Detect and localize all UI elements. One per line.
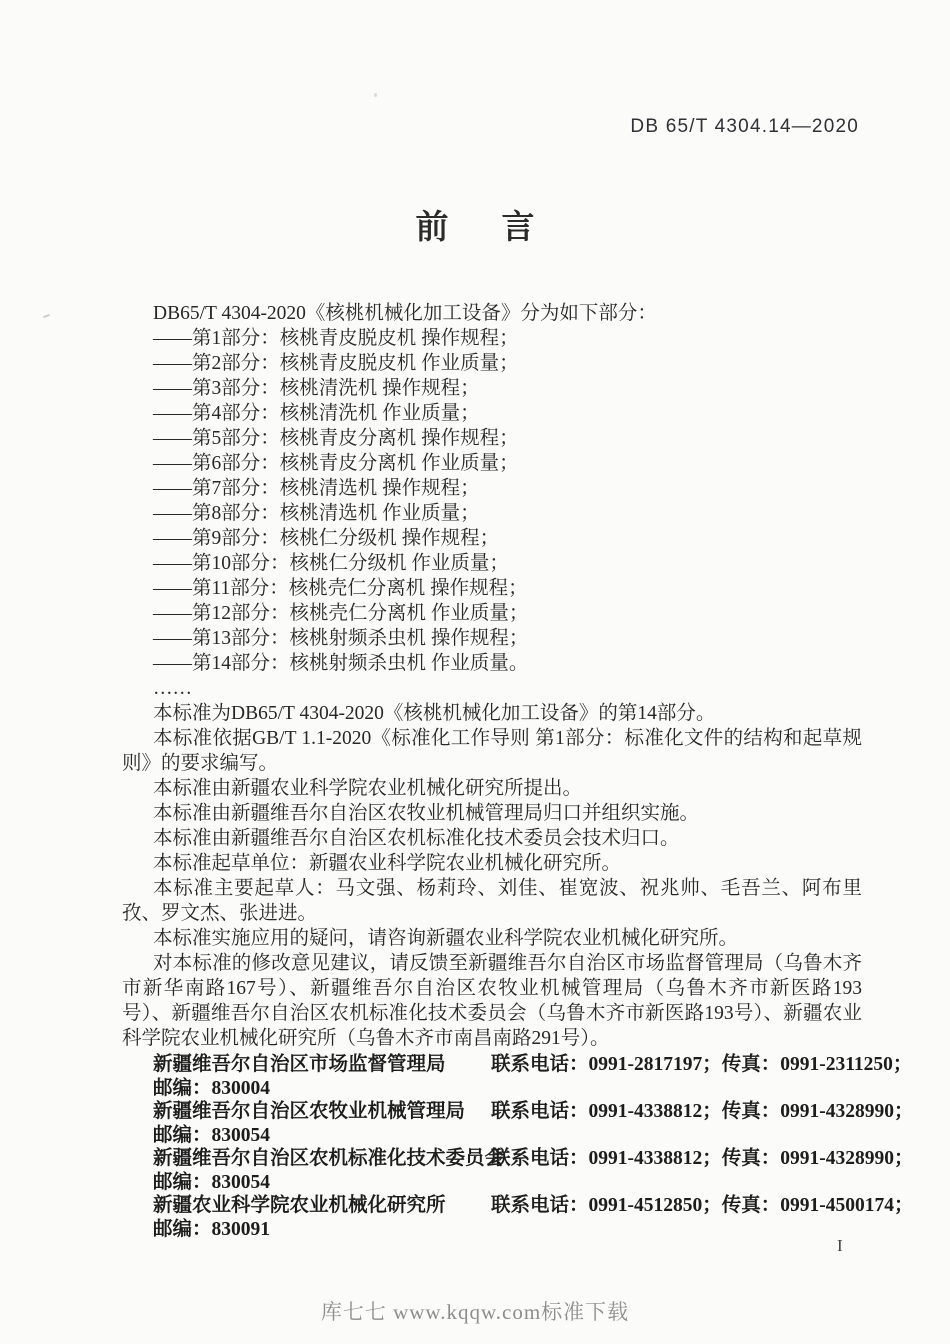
- paragraph-drafting-unit: 本标准起草单位：新疆农业科学院农业机械化研究所。: [153, 853, 622, 874]
- contact-org: 新疆维吾尔自治区农机标准化技术委员会: [153, 1148, 505, 1169]
- contact-row: [122, 1194, 914, 1218]
- paragraph-basis: 本标准依据GB/T 1.1-2020《标准化工作导则 第1部分：标准化文件的结构和起草规则》的要求编写。: [122, 728, 862, 774]
- contact-org: 新疆维吾尔自治区农牧业机械管理局: [153, 1101, 466, 1122]
- paragraph-centralized-by: 本标准由新疆维吾尔自治区农牧业机械管理局归口并组织实施。: [153, 803, 700, 824]
- paragraph-proposed-by: 本标准由新疆农业科学院农业机械化研究所提出。: [153, 778, 583, 799]
- standard-number-header: DB 65/T 4304.14—2020: [630, 116, 859, 137]
- part-item-12: ——第12部分：核桃壳仁分离机 作业质量；: [153, 603, 529, 624]
- contact-postal: 邮编：830054: [153, 1171, 271, 1193]
- scan-speck: [374, 93, 377, 97]
- part-item-14: ——第14部分：核桃射频杀虫机 作业质量。: [153, 653, 529, 674]
- scan-speck: [43, 314, 50, 318]
- paragraph-feedback: 对本标准的修改意见建议，请反馈至新疆维吾尔自治区市场监督管理局（乌鲁木齐市新华南路167号）、新疆维吾尔自治区农牧业机械管理局（乌鲁木齐市新医路193号）、新疆维吾尔自治区农机标准化技术委员会（乌鲁木齐市新医路193号）、新疆农业科学院农业机械化研究所（乌鲁木齐市南昌南路291号）。: [122, 953, 862, 1049]
- part-item-13: ——第13部分：核桃射频杀虫机 操作规程；: [153, 628, 529, 649]
- part-item-5: ——第5部分：核桃青皮分离机 操作规程；: [153, 428, 519, 449]
- contact-postal: 邮编：830091: [153, 1218, 271, 1240]
- contact-postal: 邮编：830004: [153, 1077, 271, 1099]
- page-title: 前 言: [415, 210, 545, 246]
- part-item-8: ——第8部分：核桃清选机 作业质量；: [153, 503, 480, 524]
- part-item-3: ——第3部分：核桃清洗机 操作规程；: [153, 378, 480, 399]
- part-item-1: ——第1部分：核桃青皮脱皮机 操作规程；: [153, 328, 519, 349]
- part-item-2: ——第2部分：核桃青皮脱皮机 作业质量；: [153, 353, 519, 374]
- part-item-9: ——第9部分：核桃仁分级机 操作规程；: [153, 528, 500, 549]
- contact-phone: 联系电话：0991-2817197；传真：0991-2311250；: [491, 1054, 913, 1075]
- contact-row: [122, 1147, 914, 1171]
- foreword-content: [122, 301, 914, 1241]
- part-item-10: ——第10部分：核桃仁分级机 作业质量；: [153, 553, 509, 574]
- paragraph-technical-centralized: 本标准由新疆维吾尔自治区农机标准化技术委员会技术归口。: [153, 828, 680, 849]
- parts-list: [122, 326, 862, 676]
- contact-phone: 联系电话：0991-4512850；传真：0991-4500174；: [491, 1195, 914, 1216]
- contact-phone: 联系电话：0991-4338812；传真：0991-4328990；: [491, 1101, 914, 1122]
- part-item-6: ——第6部分：核桃青皮分离机 作业质量；: [153, 453, 519, 474]
- paragraph-part14: 本标准为DB65/T 4304-2020《核桃机械化加工设备》的第14部分。: [153, 703, 716, 724]
- contact-phone: 联系电话：0991-4338812；传真：0991-4328990；: [491, 1148, 914, 1169]
- paragraph-implementation-questions: 本标准实施应用的疑问，请咨询新疆农业科学院农业机械化研究所。: [153, 928, 739, 949]
- contact-org: 新疆维吾尔自治区市场监督管理局: [153, 1054, 446, 1075]
- watermark: 库七七 www.kqqw.com标准下载: [320, 1300, 630, 1324]
- contact-postal: 邮编：830054: [153, 1124, 271, 1146]
- paragraph-drafters: 本标准主要起草人：马文强、杨莉玲、刘佳、崔宽波、祝兆帅、毛吾兰、阿布里孜、罗文杰、张进进。: [122, 878, 862, 924]
- intro-paragraph: DB65/T 4304-2020《核桃机械化加工设备》分为如下部分：: [153, 303, 657, 324]
- part-item-7: ——第7部分：核桃清选机 操作规程；: [153, 478, 480, 499]
- page-number: I: [837, 1236, 843, 1255]
- ellipsis-line: ……: [153, 678, 192, 699]
- part-item-11: ——第11部分：核桃壳仁分离机 操作规程；: [153, 578, 528, 599]
- contact-row: [122, 1100, 914, 1124]
- contact-org: 新疆农业科学院农业机械化研究所: [153, 1195, 446, 1216]
- contacts-block: [122, 1053, 914, 1241]
- contact-row: [122, 1053, 913, 1077]
- part-item-4: ——第4部分：核桃清洗机 作业质量；: [153, 403, 480, 424]
